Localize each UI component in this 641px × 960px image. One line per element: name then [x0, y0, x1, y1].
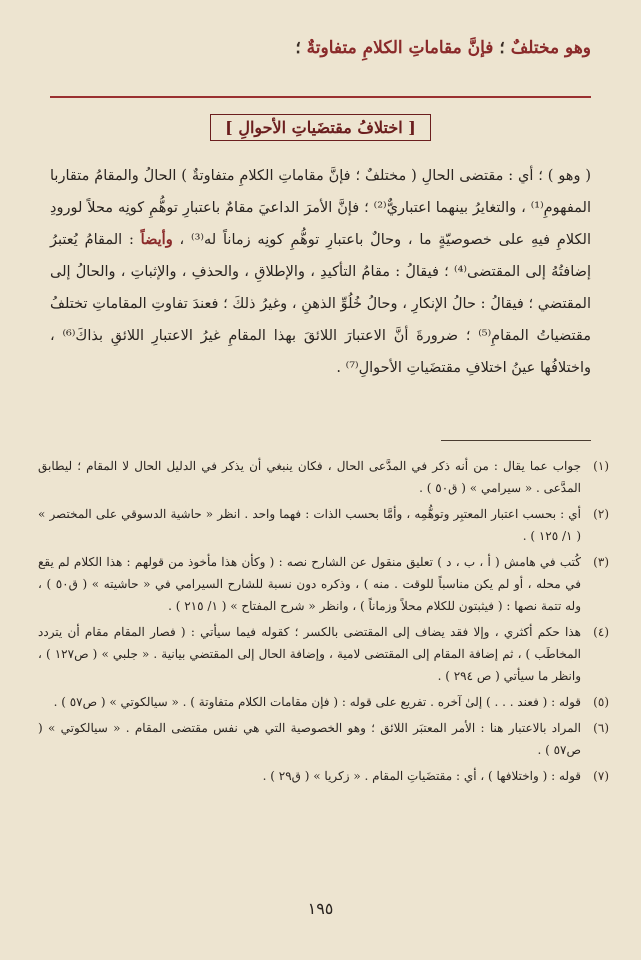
footnote-number: (٤): [593, 625, 609, 639]
footnote-1: [38, 455, 609, 499]
section-title-text: [ اختلافُ مقتضَياتِ الأحوالِ ]: [210, 114, 431, 141]
header-end: ؛: [295, 38, 307, 58]
main-text-highlight: وأيضاً: [140, 231, 173, 248]
footnote-6: [38, 717, 609, 761]
header-sep: ؛: [493, 38, 511, 58]
footnote-3: [38, 551, 609, 617]
footnote-number: (٧): [593, 769, 609, 783]
header-red-2: فإنَّ مقاماتِ الكلامِ متفاوتةٌ: [306, 38, 494, 58]
section-title: [0, 114, 641, 141]
footnote-text: هذا حكم أكثري ، وإلا فقد يضاف إلى المقتضى بالكسر ؛ كقوله فيما سيأتي : ( فصار المقام مقام أن يتردد المخاطَب ) ، ثم إضافة المقام إلى المقتضى لامية ، وإضافة الحال إلى المقتضي بيانية . « جلبي » ( ص١٢٧ ) ، وانظر ما سيأتي ( ص ٢٩٤ ) .: [38, 625, 581, 683]
footnote-number: (٥): [593, 695, 609, 709]
footnote-text: قوله : ( واختلافها ) ، أي : مقتضَياتِ المقام . « زكريا » ( ق٢٩ ) .: [262, 769, 581, 783]
header-red-1: وهو مختلفٌ: [510, 38, 591, 58]
footnote-separator: [441, 440, 591, 441]
main-text-part-1: ( وهو ) ؛ أي : مقتضى الحالِ ( مختلفٌ ؛ فإنَّ مقاماتِ الكلامِ متفاوتةٌ ) الحالُ والمقامُ متقاربا المفهومِ⁽¹⁾ ، والتغايرُ بينهما اعتباريٌّ⁽²⁾ ؛ فإنَّ الأمرَ الداعيَ مقامٌ باعتبارِ توهُّمِ كونِه محلاً لورودِ الكلامِ فيهِ على خصوصيّةٍ ما ، وحالٌ باعتبارِ توهُّمِ كونِه زماناً له⁽³⁾ ،: [50, 168, 591, 248]
footnote-text: المراد بالاعتبار هنا : الأمر المعتبَر اللائق ؛ وهو الخصوصية التي هي نفس مقتضى المقام . « سيالكوتي » ( ص٥٧ ) .: [38, 721, 581, 757]
running-header: [50, 38, 591, 58]
footnote-2: [38, 503, 609, 547]
main-text-part-2: : المقامُ يُعتبرُ إضافتُهُ إلى المقتضى⁽⁴⁾ ؛ فيقالُ : مقامُ التأكيدِ ، والإطلاقِ ، والحذفِ ، والإثباتِ ، والحالُ إلى المقتضي ؛ فيقالُ : حالُ الإنكارِ ، وحالُ خُلُوِّ الذهنِ ، وغيرُ ذلكَ ؛ فعندَ تفاوتِ المقاماتِ تختلفُ مقتضياتُ المقامِ⁽⁵⁾ ؛ ضرورةَ أنَّ الاعتبارَ اللائقَ بهذا المقامِ غيرُ الاعتبارِ اللائقِ بذاكَ⁽⁶⁾ ، واختلافُها عينُ اختلافِ مقتضَياتِ الأحوالِ⁽⁷⁾ .: [50, 232, 591, 376]
footnote-7: [38, 765, 609, 787]
footnote-text: أي : بحسب اعتبار المعتبِر وتوهُّمِه ، وأمَّا بحسب الذات : فهما واحد . انظر « حاشية الدسوقي على المختصر » ( ١/ ١٢٥ ) .: [38, 507, 581, 543]
main-text: [50, 160, 591, 384]
footnote-number: (١): [593, 459, 609, 473]
footnote-number: (٣): [593, 555, 609, 569]
footnote-5: [38, 691, 609, 713]
footnote-4: [38, 621, 609, 687]
footnotes: [38, 455, 609, 791]
footnote-text: جواب عما يقال : من أنه ذكر في المدَّعى الحال ، فكان ينبغي أن يذكر في الدليل الحال لا المقام ؛ ليطابق المدَّعى . « سيرامي » ( ق٥٠ ) .: [38, 459, 581, 495]
footnote-number: (٢): [593, 507, 609, 521]
footnote-number: (٦): [593, 721, 609, 735]
header-rule: [50, 96, 591, 98]
page-number: ١٩٥: [307, 899, 334, 918]
footnote-text: قوله : ( فعند . . . ) إلىٰ آخره . تفريع على قوله : ( فإن مقامات الكلام متفاوتة ) . « سيالكوتي » ( ص٥٧ ) .: [53, 695, 581, 709]
footnote-text: كُتب في هامش ( أ ، ب ، د ) تعليق منقول عن الشارح نصه : ( وكأن هذا مأخوذ من قولهم : هذا الكلام لم يقع في محله ، أو لم يكن مناسباً للوقت . منه ) ، وذكره دون نسبة للشارح السيرامي في « حاشيته » ( ق٥٠ ) ، وله تتمة نصها : ( فيثبتون للكلام محلاً وزماناً ) ، وانظر « شرح المفتاح » ( ١/ ٢١٥ ) .: [38, 555, 582, 613]
